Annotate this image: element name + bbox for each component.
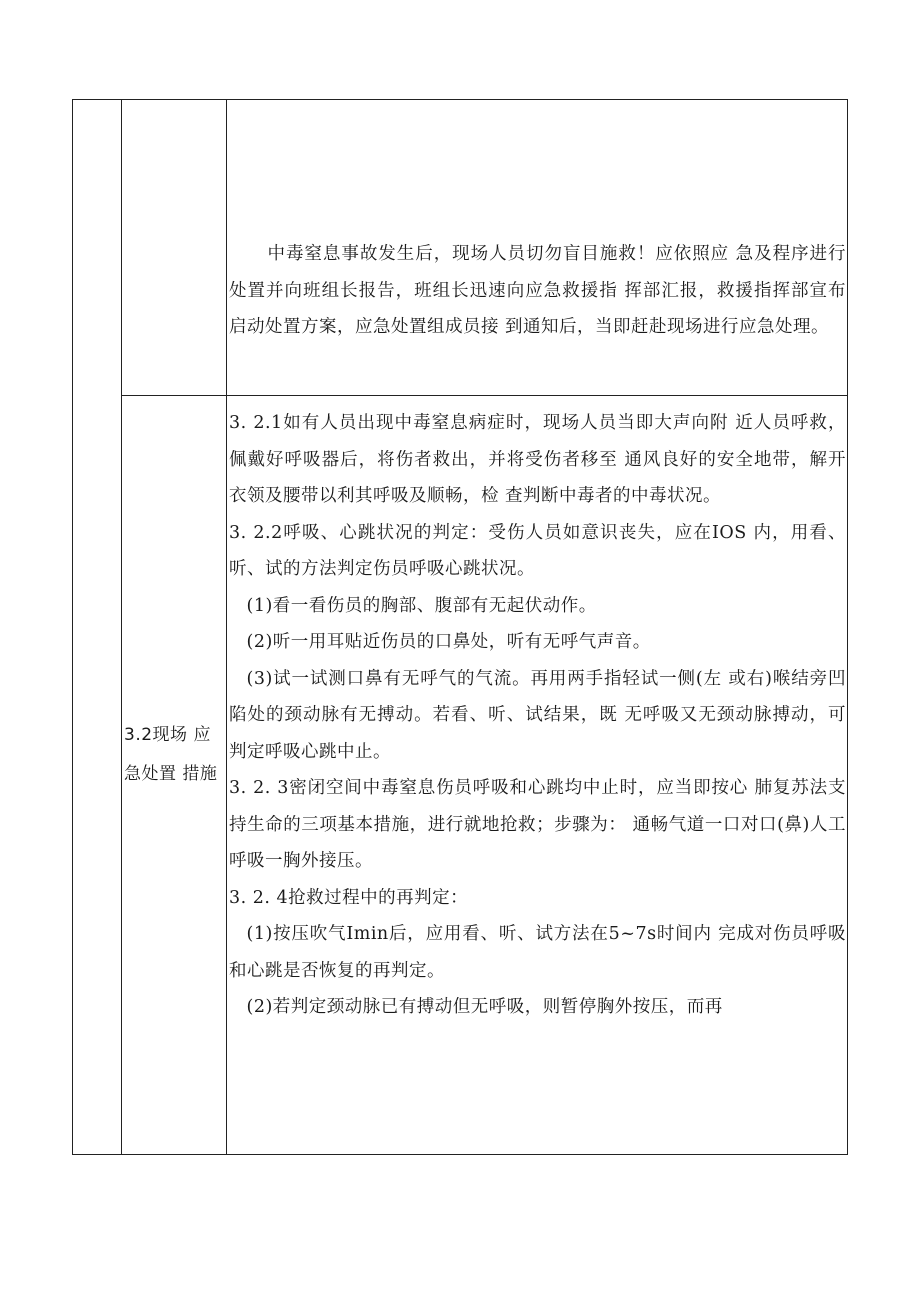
measure-listen-step: (2)听一用耳贴近伤员的口鼻处，听有无呼气声音。 [246,632,651,652]
measure-reassess-step-2: (2)若判定颈动脉已有搏动但无呼吸，则暂停胸外按压，而再 [246,997,723,1017]
measure-3-2-3: 3. 2. 3密闭空间中毒窒息伤员呼吸和心跳均中止时，应当即按心 肺复苏法支持生命的三项基本措施，进行就地抢救；步骤为： 通畅气道一口对口(鼻)人工呼吸一胸外接压。 [229,778,846,871]
measure-3-2-4: 3. 2. 4抢救过程中的再判定： [229,887,469,908]
onsite-measures-cell [229,405,846,1026]
table-column-divider-1 [121,100,122,1154]
measure-3-2-2: 3. 2.2呼吸、心跳状况的判定：受伤人员如意识丧失，应在IOS 内，用看、听、试的方法判定伤员呼吸心跳状况。 [229,522,846,579]
measure-3-2-1: 3. 2.1如有人员出现中毒窒息病症时，现场人员当即大声向附 近人员呼救，佩戴好呼吸器后，将伤者救出，并将受伤者移至 通风良好的安全地带，解开衣领及腰带以利其呼吸及顺畅，检 查判断中毒者的中毒状况。 [229,413,846,506]
table-column-divider-2 [226,100,227,1154]
table-row-divider [121,395,847,396]
measure-reassess-step-1: (1)按压吹气Imin后，应用看、听、试方法在5~7s时间内 完成对伤员呼吸和心跳是否恢复的再判定。 [229,924,846,981]
document-table [72,99,848,1155]
measure-test-step: (3)试一试测口鼻有无呼气的气流。再用两手指轻试一侧(左 或右)喉结旁凹陷处的颈动脉有无搏动。若看、听、试结果，既 无呼吸又无颈动脉搏动，可判定呼吸心跳中止。 [229,668,846,762]
section-label-3-2: 3.2现场 应急处置 措施 [124,725,218,784]
emergency-response-cell [229,236,846,346]
measure-look-step: (1)看一看伤员的胸部、腹部有无起伏动作。 [246,595,597,616]
emergency-response-paragraph: 中毒窒息事故发生后，现场人员切勿盲目施救！应依照应 急及程序进行处置并向班组长报告，班组长迅速向应急救援指 挥部汇报，救援指挥部宣布启动处置方案，应急处置组成员接 到通知后，当即赶赴现场进行应急处理。 [229,244,846,337]
